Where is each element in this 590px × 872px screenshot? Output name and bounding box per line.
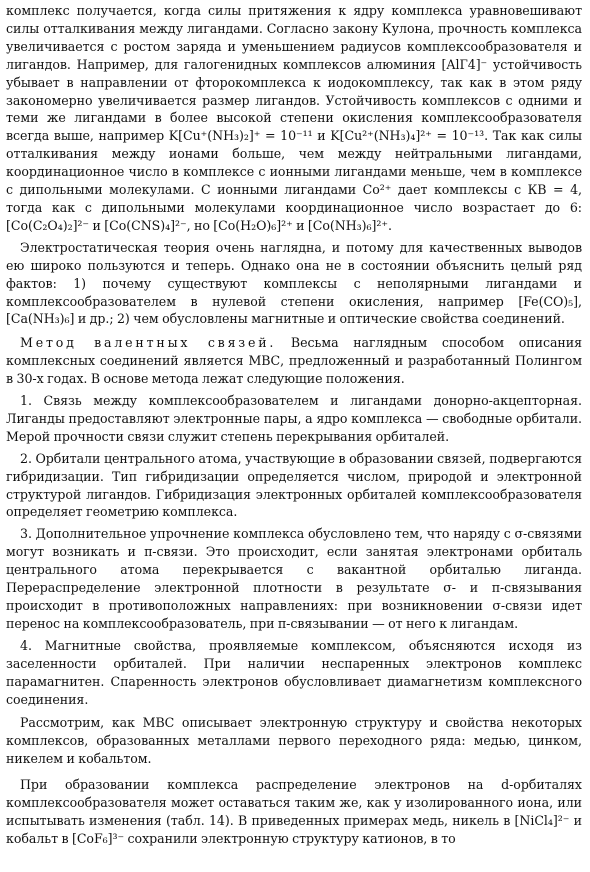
paragraph-electrostatic-limits: Электростатическая теория очень наглядна, и потому для качественных выводов ею широко пользуются и теперь. Однако она не в состоянии объяснить целый ряд фактов: 1) почему существуют комплексы с неполярными лигандами и комплексообразователем в нулевой степени окисления, например [Fe(CO)₅], [Ca(NH₃)₆] и др.; 2) чем обусловлены магнитные и оптические свойства соединений. [6, 239, 582, 327]
list-item-pi-bonding: 3. Дополнительное упрочнение комплекса обусловлено тем, что наряду с σ-связями могут возникать и π-связи. Это происходит, если занятая электронами орбиталь центрального атома перекрывается с вакантной орбиталью лиганда. Перераспределение электронной плотности в результате σ- и π-связывания происходит в противоположных направлениях: при возникновении σ-связи идет перенос на комплексообразователь, при π-связывании — от него к лигандам. [6, 526, 582, 631]
list-item-hybridization: 2. Орбитали центрального атома, участвующие в образовании связей, подвергаются гибридизации. Тип гибридизации определяется числом, природой и электронной структурой лигандов. Гибридизация электронных орбиталей комплексообразователя определяет геометрию комплекса. [6, 450, 582, 520]
paragraph-first-row-metals: Рассмотрим, как МВС описывает электронную структуру и свойства некоторых комплексов, образованных металлами первого переходного ряда: медью, цинком, никелем и кобальтом. [6, 715, 582, 767]
section-intro-text: Весьма наглядным способом описания комплексных соединений является МВС, предложенный и разработанный Полингом в 30-х годах. В основе метода лежат следующие положения. [6, 335, 582, 387]
section-heading: Метод валентных связей. [20, 335, 277, 351]
paragraph-electrostatic-stability: комплекс получается, когда силы притяжения к ядру комплекса уравновешивают силы отталкивания между лигандами. Согласно закону Кулона, прочность комплекса увеличивается с ростом заряда и уменьшением радиусов комплексообразователя и лигандов. Например, для галогенидных комплексов алюминия [AlГ4]⁻ устойчивость убывает в направлении от фторокомплекса к иодокомплексу, так как в этом ряду закономерно увеличивается размер лигандов. Устойчивость комплексов с одними и теми же лигандами в более высокой степени окисления комплексообразователя всегда выше, например K[Cu⁺(NH₃)₂]⁺ = 10⁻¹¹ и K[Cu²⁺(NH₃)₄]²⁺ = 10⁻¹³. Так как силы отталкивания между ионами больше, чем между нейтральными лигандами, координационное число в комплексе с ионными лигандами меньше, чем в комплексе с дипольными молекулами. С ионными лигандами Co²⁺ дает комплексы с КВ = 4, тогда как с дипольными молекулами координационное число возрастает до 6: [Co(C₂O₄)₂]²⁻ и [Co(CNS)₄]²⁻, но [Co(H₂O)₆]²⁺ и [Co(NH₃)₆]²⁺. [6, 3, 582, 233]
list-item-donor-acceptor: 1. Связь между комплексообразователем и лигандами донорно-акцепторная. Лиганды предоставляют электронные пары, а ядро комплекса — свободные орбитали. Мерой прочности связи служит степень перекрывания орбиталей. [6, 393, 582, 444]
list-item-magnetic-properties: 4. Магнитные свойства, проявляемые комплексом, объясняются исходя из заселенности орбиталей. При наличии неспаренных электронов комплекс парамагнитен. Спаренность электронов обусловливает диамагнетизм комплексного соединения. [6, 637, 582, 707]
paragraph-valence-bond-intro [6, 334, 582, 388]
paragraph-d-orbital-distribution: При образовании комплекса распределение электронов на d-орбиталях комплексообразователя может оставаться таким же, как у изолированного иона, или испытывать изменения (табл. 14). В приведенных примерах медь, никель в [NiCl₄]²⁻ и кобальт в [CoF₆]³⁻ сохранили электронную структуру катионов, в то [6, 777, 582, 846]
